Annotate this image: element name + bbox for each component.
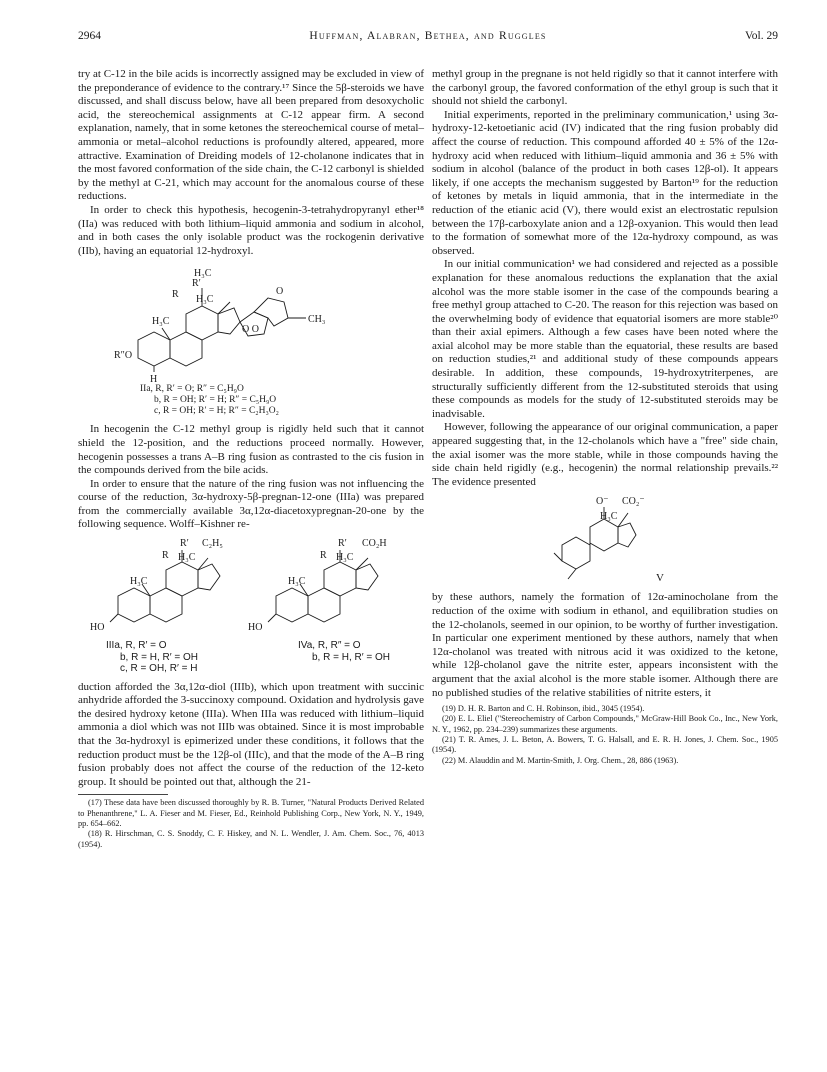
- struct-label: H₃C: [600, 511, 618, 523]
- left-column: [78, 68, 424, 850]
- paragraph: Initial experiments, reported in the preliminary communication,¹ using 3α-hydroxy-12-ketoetianic acid (IV) indicated that the ring fusion probably did affect the course of reduction. This compound afforded 40 ± 5% of the 12α-hydroxy acid when reduced with lithium–liquid ammonia and 36 ± 5% with sodium in alcohol (balance of the product in both cases 12β-ol). It appears likely, if one accepts the mechanism suggested by Barton¹⁹ for the reduction of ketones by metals in liquid ammonia, that in the intermediate in the reduction of the etianic acid (V), there would exist an electrostatic repulsion between the 17β-carboxylate anion and a 12β-oxyanion. This would then lead to the formation of somewhat more of the 12α-hydroxy compound, as was observed.: [432, 108, 778, 257]
- struct-label: H₃C: [194, 268, 212, 280]
- paragraph: by these authors, namely the formation of 12α-aminocholane from the reduction of the oxime with sodium in ethanol, and equilibration studies on the 12-cholanols, seemed in our opinion, to be worthy of further investigation. In particular one experiment mentioned by these authors, namely that when 12α-cholanol was treated with nitrous acid it was oxidized to the ketone, while 12β-cholanol gave the nitrite ester, appears inconsistent with the argument that the axial alcohol is the more stable isomer. Although there are no published studies of the relative stabilities of nitrite esters, it: [432, 591, 778, 699]
- running-header: [78, 30, 778, 48]
- struct-label: R: [320, 550, 327, 562]
- struct-label: O O: [242, 324, 259, 336]
- structure-figure-v: [432, 493, 778, 585]
- page-number: 2964: [78, 30, 101, 42]
- right-column: [432, 68, 778, 766]
- paragraph: try at C-12 in the bile acids is incorrectly assigned may be excluded in view of the preponderance of evidence to the contrary.¹⁷ Since the 5β-steroids we have discussed, and shall discuss below, have all been prepared from desoxycholic acid, the stereochemical assignments at C-12 appear firm. A second explanation, namely, that in some ketones the stereochemical course of metal–ammonia or metal–alcohol reductions is profoundly altered, appeared, more attractive. Examination of Dreiding models of 12-cholanone indicates that in the most favored conformation of the side chain, the C-12 carbonyl is shielded by the methyl at C-21, which may account for the anomalous course of these reductions.: [78, 68, 424, 203]
- footnote-18: (18) R. Hirschman, C. S. Snoddy, C. F. Hiskey, and N. L. Wendler, J. Am. Chem. Soc., 76, 4013 (1954).: [78, 829, 424, 849]
- paragraph: However, following the appearance of our original communication, a paper appeared suggesting that, in the 12-cholanols which have a "free" side chain, the axial isomer was the more stable, while in those compounds having the side chain held rigidly (e.g., hecogenin) the normal relationship prevails.²² The evidence presented: [432, 421, 778, 488]
- figure-caption-ii: [78, 384, 424, 417]
- struct-label: H: [150, 374, 158, 385]
- caption-line: b, R = H, R′ = OH: [120, 651, 199, 663]
- struct-label: H₃C: [336, 552, 354, 564]
- struct-label: H₃C: [288, 576, 306, 588]
- etianic-anion-structure: [432, 493, 778, 585]
- pregnane-etianic-structures: [78, 536, 424, 640]
- footnote-21: (21) T. R. Ames, J. L. Beton, A. Bowers, T. G. Halsall, and E. R. H. Jones, J. Chem. Soc., 1905 (1954).: [432, 735, 778, 755]
- running-title: Huffman, Alabran, Bethea, and Ruggles: [309, 30, 547, 42]
- caption-line: c, R = OH, R′ = H: [120, 663, 198, 675]
- paragraph: In hecogenin the C-12 methyl group is rigidly held such that it cannot shield the 12-position, and the reductions proceed normally. However, hecogenin possesses a trans A–B ring fusion as contrasted to the cis fusion in the compounds derived from the bile acids.: [78, 423, 424, 477]
- struct-numeral: V: [656, 572, 664, 585]
- caption-line: IIIa, R, R′ = O: [106, 640, 167, 652]
- paragraph: duction afforded the 3α,12α-diol (IIIb), which upon treatment with succinic anhydride afforded the 3-succinoxy compound. Oxidation and hydrolysis gave the desired hydroxy ketone (IIIa). When IIIa was reduced with lithium–liquid ammonia a diol which was not IIIb was obtained. Since it is most improbable that the 3α-hydroxyl is epimerized under these conditions, it follows that the reduction product must be the 12β-ol (IIIc), and that the mode of the A–B ring fusion probably does not affect the course of the reduction of the 12-keto group. It should be pointed out that, although the 21-: [78, 680, 424, 788]
- struct-label: CH₃: [308, 314, 326, 326]
- volume-label: Vol. 29: [744, 30, 778, 42]
- struct-label: CO₂⁻: [622, 496, 645, 508]
- structure-figure-ii: [78, 262, 424, 417]
- struct-label: H₃C: [130, 576, 148, 588]
- struct-label: HO: [90, 622, 105, 634]
- struct-label: H₃C: [196, 294, 214, 306]
- caption-line: c, R = OH; R′ = H; R″ = C₂H₃O₂: [154, 406, 279, 417]
- struct-label: R′: [192, 278, 201, 290]
- paragraph: In order to check this hypothesis, hecogenin-3-tetrahydropyranyl ether¹⁸ (IIa) was reduced with both lithium–liquid ammonia and sodium in alcohol, and in both cases the only isolable product was the rockogenin derivative (IIb), having an equatorial 12-hydroxyl.: [78, 203, 424, 257]
- struct-label: R: [162, 550, 169, 562]
- struct-label: HO: [248, 622, 263, 634]
- figure-captions-iii-iv: [78, 640, 424, 675]
- footnote-22: (22) M. Alauddin and M. Martin-Smith, J. Org. Chem., 28, 886 (1963).: [442, 755, 679, 765]
- struct-label: CO₂H: [362, 538, 387, 550]
- caption-line: b, R = OH; R′ = H; R″ = C₅H₉O: [154, 395, 277, 406]
- structure-figure-iii-iv: [78, 536, 424, 675]
- footnote-17: (17) These data have been discussed thoroughly by R. B. Turner, "Natural Products Derived Related to Phenanthrene," L. A. Fieser and M. Fieser, Ed., Reinhold Publishing Corp., New York, N. Y., 1949, pp. 654–662.: [78, 798, 424, 828]
- footnote-rule: [78, 794, 168, 795]
- caption-line: b, R = H, R′ = OH: [312, 651, 391, 663]
- struct-label: O: [276, 286, 284, 298]
- footnote-19: (19) D. H. R. Barton and C. H. Robinson, ibid., 3045 (1954).: [442, 704, 645, 714]
- struct-label: R′: [180, 538, 189, 550]
- footnote-20: (20) E. L. Eliel ("Stereochemistry of Carbon Compounds," McGraw-Hill Book Co., Inc., New York, N. Y., 1962, pp. 234–239) summarizes these arguments.: [432, 714, 778, 734]
- struct-label: O⁻: [596, 496, 609, 508]
- paragraph: methyl group in the pregnane is not held rigidly so that it cannot interfere with the carbonyl group, the favored conformation of the ethyl group is such that it should not shield the carbonyl.: [432, 68, 778, 108]
- caption-line: IVa, R, R″ = O: [298, 640, 361, 652]
- caption-line: IIa, R, R′ = O; R″ = C₅H₉O: [140, 384, 244, 395]
- hecogenin-structure: [78, 262, 424, 384]
- caption-iii: [78, 640, 278, 675]
- caption-iv: [278, 640, 390, 675]
- struct-label: H₃C: [152, 316, 170, 328]
- struct-label: C₂H₅: [202, 538, 223, 550]
- paragraph: In our initial communication¹ we had considered and rejected as a possible explanation for these anomalous reductions the explanation that the axial alcohol was the more stable isomer in the case of the compounds bearing a free methyl group attached to C-20. The reason for this rejection was based on the overwhelming body of evidence that equatorial isomers are more stable²⁰ than their axial epimers. Although a few cases have been noted where the axial alcohol may be more stable than the equatorial, these results are based on reduction studies,²¹ and additional study of these compounds appears desirable. In addition, these compounds, 19-hydroxytriterpenes, are structurally sufficiently different from the 12-substituted steroids that using these compounds as models for the study of 12-substituted steroids may be inadvisable.: [432, 258, 778, 420]
- paragraph: In order to ensure that the nature of the ring fusion was not influencing the course of the reduction, 3α-hydroxy-5β-pregnan-12-one (IIIa) was prepared from the commercially available 3α,12α-diacetoxypregnan-20-one by the following sequence. Wolff–Kishner re-: [78, 477, 424, 531]
- struct-label: H₃C: [178, 552, 196, 564]
- struct-label: R″O: [114, 350, 133, 362]
- struct-label: R: [172, 289, 179, 301]
- struct-label: R′: [338, 538, 347, 550]
